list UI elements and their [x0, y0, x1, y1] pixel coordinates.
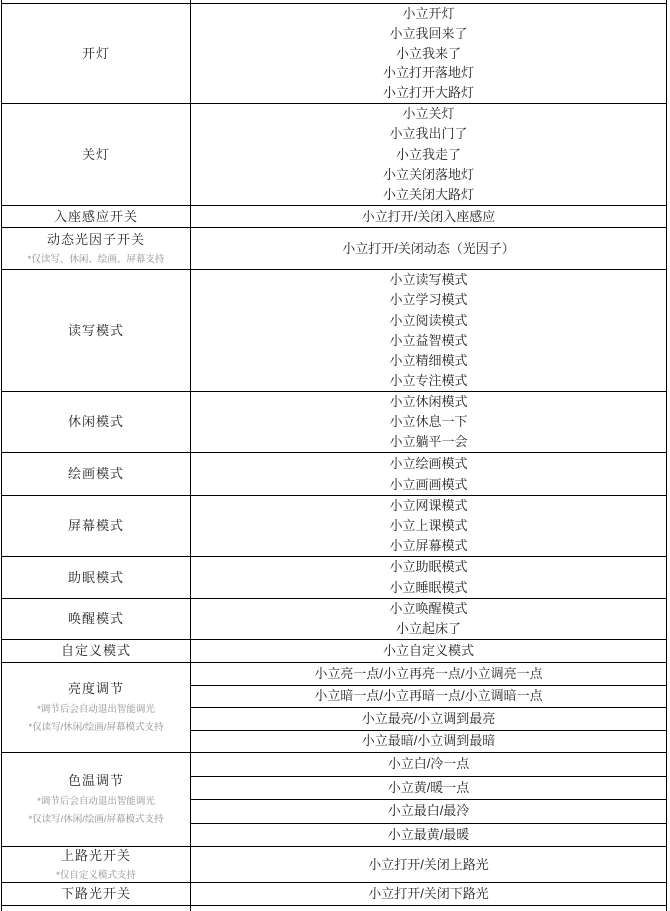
label-cell — [2, 206, 191, 227]
table-row — [2, 847, 666, 883]
table-row — [2, 392, 666, 453]
label-cell — [2, 663, 191, 752]
row-label: 入座感应开关 — [53, 208, 138, 224]
table-row-partial-bottom — [2, 906, 666, 911]
command-text: 小立打开大路灯 — [382, 85, 474, 101]
table-row — [2, 453, 666, 496]
commands-cell — [191, 557, 666, 598]
command-text: 小立打开落地灯 — [382, 65, 474, 81]
command-text: 小立关闭大路灯 — [382, 187, 474, 203]
row-label: 助眠模式 — [67, 569, 124, 585]
table-row — [2, 104, 666, 206]
row-note: *仅自定义模式支持 — [56, 870, 136, 882]
commands-cell — [191, 4, 666, 103]
row-note: *仅读写、休闲、绘画、屏幕支持 — [27, 254, 165, 266]
command-text: 小立起床了 — [395, 621, 461, 637]
command-text: 小立屏幕模式 — [389, 538, 468, 554]
row-label: 色温调节 — [67, 773, 124, 789]
command-text: 小立亮一点/小立再亮一点/小立调亮一点 — [314, 665, 543, 681]
row-label: 上路光开关 — [60, 847, 131, 863]
table-row — [2, 663, 666, 753]
command-text: 小立专注模式 — [389, 373, 468, 389]
commands-cell — [191, 453, 666, 495]
command-text: 小立精细模式 — [389, 352, 468, 368]
command-text: 小立白/冷一点 — [387, 756, 470, 772]
command-text: 小立开灯 — [402, 6, 455, 22]
command-text: 小立打开/关闭上路光 — [368, 856, 489, 872]
commands-cell — [191, 847, 666, 882]
label-cell — [2, 270, 191, 391]
row-label: 自定义模式 — [60, 643, 131, 659]
command-text: 小立唤醒模式 — [389, 601, 468, 617]
row-note: *调节后会自动退出智能调光 — [37, 795, 155, 807]
command-text: 小立最黄/最暖 — [191, 823, 666, 847]
commands-cell — [191, 228, 666, 269]
command-text: 小立画画模式 — [389, 476, 468, 492]
label-cell — [2, 906, 191, 911]
row-label: 关灯 — [81, 146, 110, 162]
label-cell — [2, 640, 191, 662]
row-label: 休闲模式 — [67, 414, 124, 430]
label-cell — [2, 228, 191, 269]
command-text: 小立网课模式 — [389, 498, 468, 514]
row-label: 读写模式 — [67, 322, 124, 338]
commands-cell — [191, 496, 666, 556]
command-text: 小立最暗/小立调到最暗 — [191, 730, 666, 753]
command-text: 小立我走了 — [395, 146, 461, 162]
row-note: *仅读写/休闲/绘画/屏幕模式支持 — [28, 814, 164, 826]
table-row — [2, 4, 666, 104]
row-label: 开灯 — [81, 45, 110, 61]
row-label: 屏幕模式 — [67, 518, 124, 534]
commands-cell — [191, 104, 666, 205]
command-text: 小立暗一点/小立再暗一点/小立调暗一点 — [191, 685, 666, 708]
command-text: 小立休息一下 — [389, 414, 468, 430]
command-text: 小立黄/暖一点 — [191, 776, 666, 800]
commands-cell — [191, 0, 666, 3]
commands-cell — [191, 753, 666, 846]
command-text: 小立最白/最冷 — [191, 799, 666, 823]
command-text: 小立益智模式 — [389, 332, 468, 348]
command-text: 小立躺平一会 — [389, 434, 468, 450]
table-row — [2, 228, 666, 270]
commands-cell — [191, 663, 666, 752]
label-cell — [2, 453, 191, 495]
command-text: 小立我来了 — [395, 45, 461, 61]
row-note: *调节后会自动退出智能调光 — [37, 703, 155, 715]
table-row — [2, 270, 666, 392]
command-text: 小立关闭落地灯 — [382, 166, 474, 182]
command-text: 小立最亮/小立调到最亮 — [191, 707, 666, 730]
command-text: 小立上课模式 — [389, 518, 468, 534]
command-text: 小立我出门了 — [389, 126, 468, 142]
command-text: 小立打开/关闭动态（光因子） — [342, 240, 515, 256]
command-text: 小立读写模式 — [389, 272, 468, 288]
command-text: 小立助眠模式 — [389, 559, 468, 575]
commands-cell — [191, 270, 666, 391]
table-row — [2, 496, 666, 557]
label-cell — [2, 557, 191, 598]
row-label: 绘画模式 — [67, 466, 124, 482]
row-label: 动态光因子开关 — [46, 231, 145, 247]
commands-cell — [191, 206, 666, 227]
table-row — [2, 883, 666, 906]
command-text: 小立关灯 — [402, 106, 455, 122]
row-label: 下路光开关 — [60, 886, 131, 902]
command-text: 小立学习模式 — [389, 292, 468, 308]
table-row — [2, 753, 666, 847]
label-cell — [2, 392, 191, 452]
commands-cell — [191, 883, 666, 905]
row-note: *仅读写/休闲/绘画/屏幕模式支持 — [28, 722, 164, 734]
command-text: 小立睡眠模式 — [389, 579, 468, 595]
label-cell — [2, 599, 191, 639]
table-row — [2, 206, 666, 228]
table-row — [2, 640, 666, 663]
row-label: 唤醒模式 — [67, 611, 124, 627]
commands-cell — [191, 599, 666, 639]
row-label: 亮度调节 — [67, 681, 124, 697]
label-cell — [2, 104, 191, 205]
command-text: 小立打开/关闭入座感应 — [361, 208, 496, 224]
command-text: 小立自定义模式 — [382, 643, 474, 659]
command-text: 小立打开/关闭下路光 — [368, 886, 489, 902]
label-cell — [2, 4, 191, 103]
commands-cell — [191, 392, 666, 452]
command-text: 小立绘画模式 — [389, 455, 468, 471]
commands-cell — [191, 906, 666, 911]
label-cell — [2, 847, 191, 882]
command-text: 小立我回来了 — [389, 25, 468, 41]
label-cell — [2, 753, 191, 846]
label-cell — [2, 496, 191, 556]
voice-command-table — [1, 0, 667, 911]
table-row — [2, 557, 666, 599]
label-cell — [2, 883, 191, 905]
commands-cell — [191, 640, 666, 662]
command-text: 小立阅读模式 — [389, 312, 468, 328]
command-text: 小立休闲模式 — [389, 394, 468, 410]
table-row — [2, 599, 666, 640]
